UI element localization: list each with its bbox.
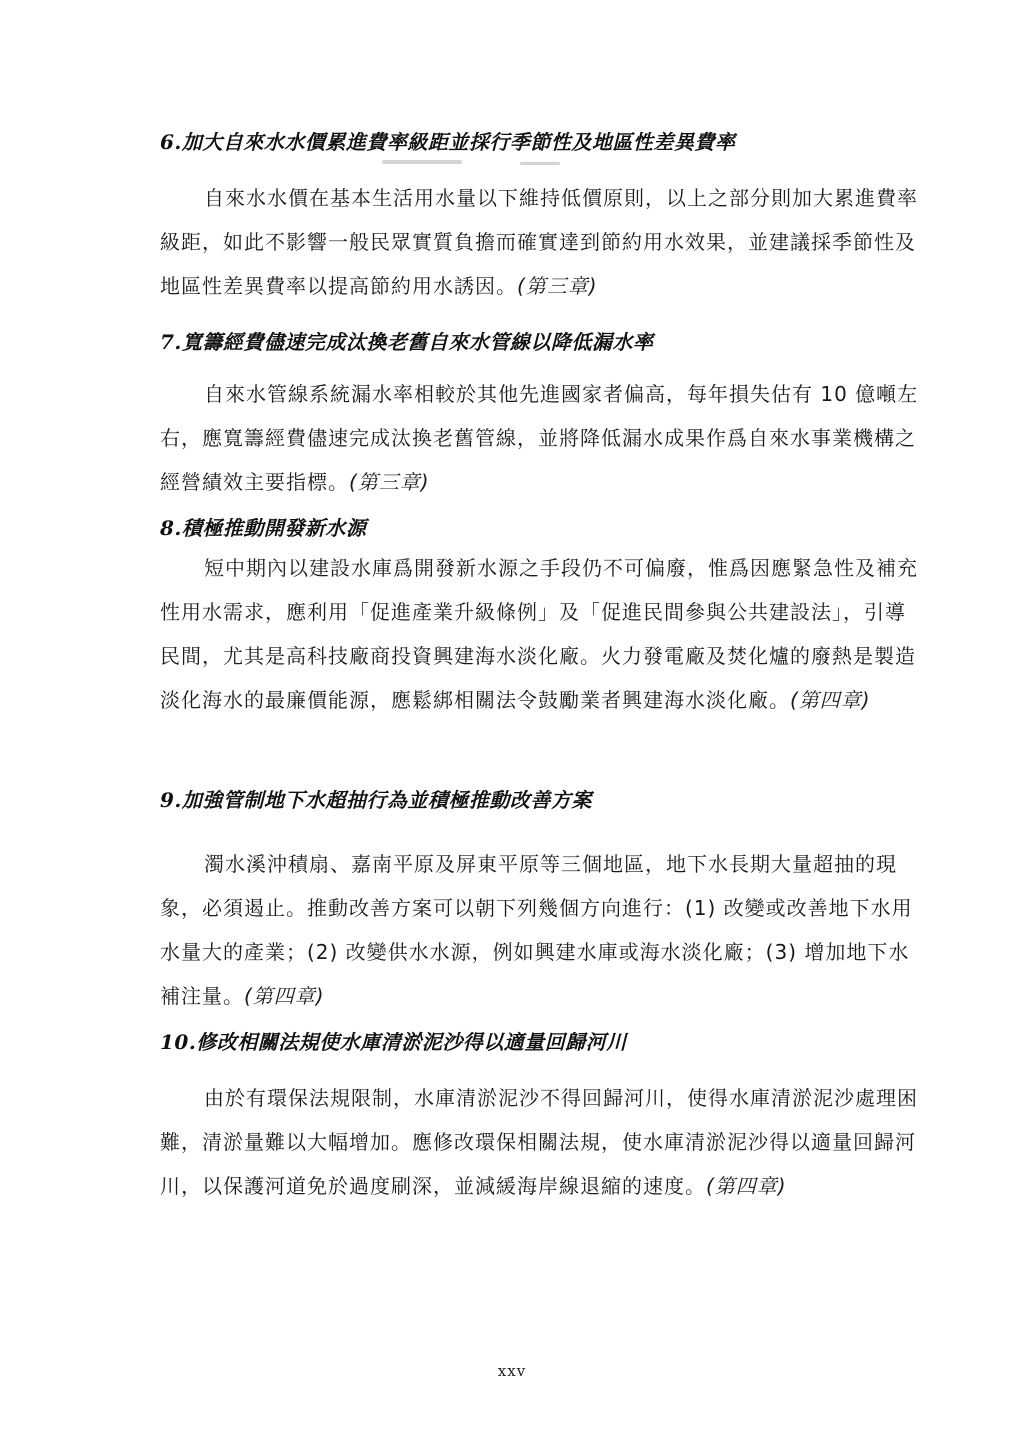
chapter-reference: (第四章) <box>244 984 325 1008</box>
section-body <box>160 1076 920 1208</box>
section-heading: 9.加強管制地下水超抽行為並積極推動改善方案 <box>160 788 592 812</box>
body-text: 自來水管線系統漏水率相較於其他先進國家者偏高，每年損失估有 10 億噸左右，應寬籌經費儘速完成汰換老舊管線，並將降低漏水成果作爲自來水事業機構之經營績效主要指標。 <box>160 382 919 494</box>
chapter-reference: (第三章) <box>517 274 598 298</box>
section-9 <box>160 786 920 1018</box>
section-body <box>160 176 920 308</box>
body-text: 濁水溪沖積扇、嘉南平原及屏東平原等三個地區，地下水長期大量超抽的現象，必須遏止。推動改善方案可以朝下列幾個方向進行：(1) 改變或改善地下水用水量大的產業；(2) 改變供水水源，例如興建水庫或海水淡化廠；(3) 增加地下水補注量。 <box>160 852 913 1008</box>
section-body <box>160 372 920 504</box>
section-10 <box>160 1028 920 1208</box>
section-7 <box>160 328 920 504</box>
chapter-reference: (第三章) <box>349 470 430 494</box>
chapter-reference: (第四章) <box>790 688 871 712</box>
section-heading: 8.積極推動開發新水源 <box>160 516 367 540</box>
section-8 <box>160 514 920 722</box>
body-text: 自來水水價在基本生活用水量以下維持低價原則，以上之部分則加大累進費率級距，如此不影響一般民眾實質負擔而確實達到節約用水效果，並建議採季節性及地區性差異費率以提高節約用水誘因。 <box>160 186 918 298</box>
page-number: xxv <box>497 1362 527 1380</box>
body-text: 由於有環保法規限制，水庫清淤泥沙不得回歸河川，使得水庫清淤泥沙處理困難，清淤量難以大幅增加。應修改環保相關法規，使水庫清淤泥沙得以適量回歸河川，以保護河道免於過度刷深，並減緩海岸線退縮的速度。 <box>160 1086 918 1198</box>
section-6 <box>160 128 920 308</box>
chapter-reference: (第四章) <box>706 1174 787 1198</box>
section-body <box>160 546 920 722</box>
section-heading: 6.加大自來水水價累進費率級距並採行季節性及地區性差異費率 <box>160 130 736 154</box>
section-body <box>160 842 920 1018</box>
body-text: 短中期內以建設水庫爲開發新水源之手段仍不可偏廢，惟爲因應緊急性及補充性用水需求，應利用「促進產業升級條例」及「促進民間參與公共建設法」，引導民間，尤其是高科技廠商投資興建海水淡化廠。火力發電廠及焚化爐的廢熱是製造淡化海水的最廉價能源，應鬆綁相關法令鼓勵業者興建海水淡化廠。 <box>160 556 918 712</box>
section-heading: 7.寬籌經費儘速完成汰換老舊自來水管線以降低漏水率 <box>160 330 654 354</box>
section-heading: 10.修改相關法規使水庫清淤泥沙得以適量回歸河川 <box>160 1030 627 1054</box>
